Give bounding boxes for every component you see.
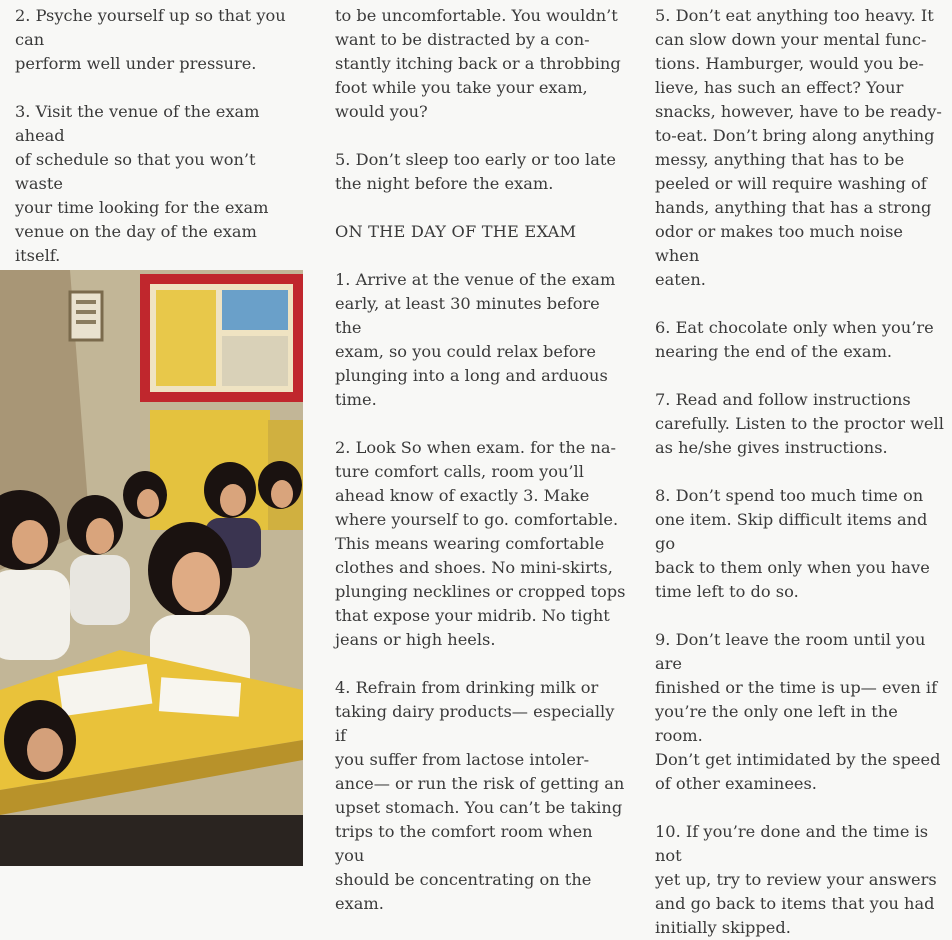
paragraph-day-tip-6: 6. Eat chocolate only when you’re nearing the end of the exam. [655,318,934,361]
column-2 [335,4,627,916]
paragraph-tip-5-sleep: 5. Don’t sleep too early or too late the night before the exam. [335,150,616,193]
paragraph-day-tip-10: 10. If you’re done and the time is not yet up, try to review your answers and go back to items that you had initially skipped. [655,822,937,937]
column-3 [655,4,947,940]
section-heading: ON THE DAY OF THE EXAM [335,222,577,241]
paragraph-day-tip-8: 8. Don’t spend too much time on one item. Skip difficult items and go back to them only when you have time left to do so. [655,486,930,601]
paragraph-tip-3: 3. Visit the venue of the exam ahead of schedule so that you won’t waste your time looking for the exam venue on the day of the exam itself. [15,102,269,265]
paragraph-day-tip-5: 5. Don’t eat anything too heavy. It can slow down your mental func- tions. Hamburger, would you be- lieve, has such an effect? Your snacks, however, have to be ready- to-eat. Don’t bring along anything messy, anything that has to be peeled or will require washing of hands, anything that has a strong odor or makes too much noise when eaten. [655,6,942,289]
paragraph-tip-2: 2. Psyche yourself up so that you can perform well under pressure. [15,6,286,73]
paragraph-day-tip-2: 2. Look So when exam. for the na- ture comfort calls, room you’ll ahead know of exactly 3. Make where yourself to go. comfortable. This means wearing comfortable clothes and shoes. No mini-skirts, plunging necklines or cropped tops that expose your midrib. No tight jeans or high heels. [335,438,626,649]
paragraph-day-tip-4: 4. Refrain from drinking milk or taking dairy products— especially if you suffer from lactose intoler- ance— or run the risk of getting an upset stomach. You can’t be taking trips to the comfort room when you should be concentrating on the exam. [335,678,625,913]
paragraph-day-tip-7: 7. Read and follow instructions carefully. Listen to the proctor well as he/she gives instructions. [655,390,944,457]
paragraph-day-tip-9: 9. Don’t leave the room until you are finished or the time is up— even if you’re the only one left in the room. Don’t get intimidated by the speed of other examinees. [655,630,941,793]
classroom-photo [0,270,303,866]
paragraph-tip-4-end: to be uncomfortable. You wouldn’t want to be distracted by a con- stantly itching back or a throbbing foot while you take your exam, would you? [335,6,621,121]
paragraph-day-tip-1: 1. Arrive at the venue of the exam early, at least 30 minutes before the exam, so you could relax before plunging into a long and arduous time. [335,270,616,409]
classroom-students-photo-icon [0,270,303,866]
